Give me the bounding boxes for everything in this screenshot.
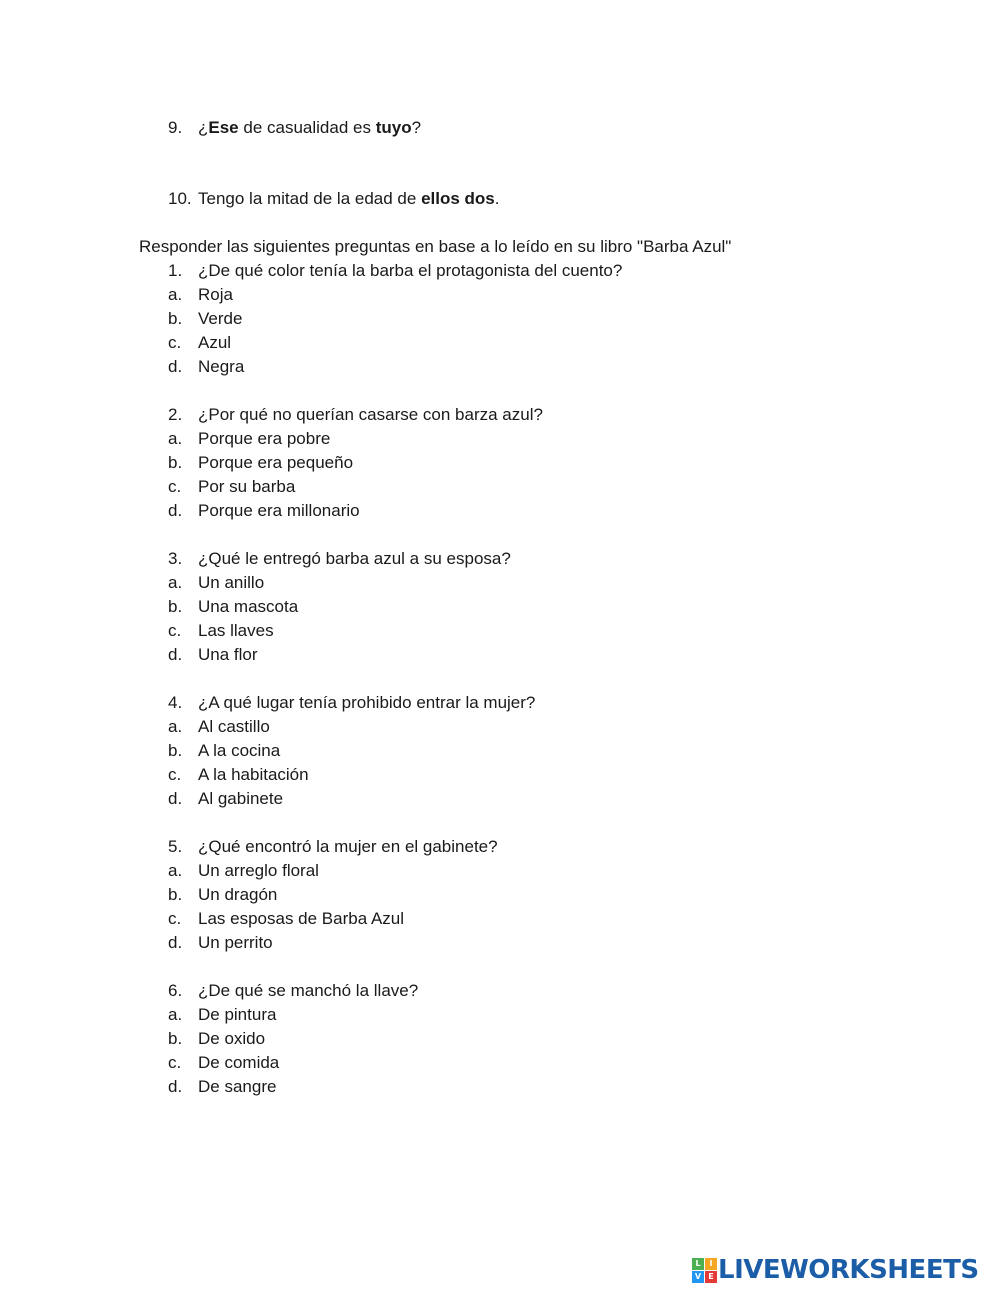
option-letter: d. <box>168 645 183 664</box>
answer-option[interactable] <box>0 283 1000 307</box>
item-10 <box>0 187 1000 211</box>
question-number: 4. <box>168 693 183 712</box>
answer-option[interactable] <box>0 883 1000 907</box>
text-part: ¿ <box>198 118 209 137</box>
option-letter: a. <box>168 573 183 592</box>
logo-icon-letter: L <box>692 1258 704 1270</box>
option-letter: d. <box>168 357 183 376</box>
item-text <box>198 187 499 211</box>
question-3 <box>0 547 1000 571</box>
option-text: Un arreglo floral <box>198 861 319 880</box>
question-text: ¿De qué color tenía la barba el protagonista del cuento? <box>198 261 623 280</box>
option-letter: b. <box>168 453 183 472</box>
question-6 <box>0 979 1000 1003</box>
answer-option[interactable] <box>0 451 1000 475</box>
option-text: De sangre <box>198 1077 277 1096</box>
option-text: Al gabinete <box>198 789 284 808</box>
answer-option[interactable] <box>0 499 1000 523</box>
answer-option[interactable] <box>0 715 1000 739</box>
question-text: ¿De qué se manchó la llave? <box>198 981 419 1000</box>
question-number: 1. <box>168 261 183 280</box>
question-text: ¿Por qué no querían casarse con barza azul? <box>198 405 543 424</box>
option-text: Un perrito <box>198 933 273 952</box>
option-text: Negra <box>198 357 245 376</box>
question-number: 3. <box>168 549 183 568</box>
question-number: 5. <box>168 837 183 856</box>
option-letter: c. <box>168 765 182 784</box>
bold-word: Ese <box>208 118 239 137</box>
option-letter: a. <box>168 285 183 304</box>
option-letter: c. <box>168 333 182 352</box>
answer-option[interactable] <box>0 427 1000 451</box>
question-2 <box>0 403 1000 427</box>
question-4 <box>0 691 1000 715</box>
item-text <box>198 116 421 140</box>
option-text: A la habitación <box>198 765 309 784</box>
option-letter: a. <box>168 861 183 880</box>
answer-option[interactable] <box>0 331 1000 355</box>
answer-option[interactable] <box>0 1027 1000 1051</box>
option-letter: b. <box>168 309 183 328</box>
answer-option[interactable] <box>0 571 1000 595</box>
option-letter: c. <box>168 477 182 496</box>
option-text: Un anillo <box>198 573 265 592</box>
answer-option[interactable] <box>0 907 1000 931</box>
question-1 <box>0 259 1000 283</box>
question-5 <box>0 835 1000 859</box>
instructions-text: Responder las siguientes preguntas en base a lo leído en su libro "Barba Azul" <box>139 237 732 256</box>
option-letter: d. <box>168 1077 183 1096</box>
option-text: Un dragón <box>198 885 278 904</box>
option-letter: d. <box>168 933 183 952</box>
option-letter: b. <box>168 885 183 904</box>
option-letter: d. <box>168 789 183 808</box>
answer-option[interactable] <box>0 1051 1000 1075</box>
text-part: Tengo la mitad de la edad de <box>198 189 422 208</box>
option-letter: d. <box>168 501 183 520</box>
item-9 <box>0 116 1000 140</box>
liveworksheets-logo <box>692 1255 979 1285</box>
option-text: A la cocina <box>198 741 281 760</box>
bold-word: tuyo <box>375 118 412 137</box>
option-text: Porque era pequeño <box>198 453 354 472</box>
question-text: ¿Qué encontró la mujer en el gabinete? <box>198 837 498 856</box>
answer-option[interactable] <box>0 475 1000 499</box>
answer-option[interactable] <box>0 643 1000 667</box>
option-text: Una mascota <box>198 597 299 616</box>
logo-icon-letter: I <box>705 1258 717 1270</box>
logo-icon-letter: V <box>692 1271 704 1283</box>
option-text: Verde <box>198 309 243 328</box>
answer-option[interactable] <box>0 763 1000 787</box>
answer-option[interactable] <box>0 595 1000 619</box>
answer-option[interactable] <box>0 355 1000 379</box>
option-letter: a. <box>168 717 183 736</box>
option-text: De comida <box>198 1053 280 1072</box>
question-number: 6. <box>168 981 183 1000</box>
option-text: Roja <box>198 285 233 304</box>
option-text: Una flor <box>198 645 258 664</box>
option-text: Porque era millonario <box>198 501 360 520</box>
option-text: Las llaves <box>198 621 274 640</box>
answer-option[interactable] <box>0 931 1000 955</box>
logo-icon <box>692 1258 716 1282</box>
option-letter: b. <box>168 741 183 760</box>
answer-option[interactable] <box>0 1003 1000 1027</box>
logo-icon-letter: E <box>705 1271 717 1283</box>
option-letter: b. <box>168 1029 183 1048</box>
option-letter: c. <box>168 1053 182 1072</box>
option-letter: a. <box>168 429 183 448</box>
text-part: . <box>494 189 500 208</box>
option-text: Las esposas de Barba Azul <box>198 909 405 928</box>
item-number: 10. <box>168 189 192 208</box>
option-letter: c. <box>168 621 182 640</box>
option-text: Porque era pobre <box>198 429 331 448</box>
option-letter: b. <box>168 597 183 616</box>
question-number: 2. <box>168 405 183 424</box>
answer-option[interactable] <box>0 1075 1000 1099</box>
item-number: 9. <box>168 118 183 137</box>
option-letter: a. <box>168 1005 183 1024</box>
question-text: ¿Qué le entregó barba azul a su esposa? <box>198 549 511 568</box>
answer-option[interactable] <box>0 787 1000 811</box>
logo-text: LIVEWORKSHEETS <box>718 1255 979 1285</box>
text-part: de casualidad es <box>238 118 376 137</box>
bold-word: ellos dos <box>421 189 495 208</box>
option-text: De oxido <box>198 1029 266 1048</box>
option-text: Al castillo <box>198 717 270 736</box>
text-part: ? <box>411 118 422 137</box>
option-letter: c. <box>168 909 182 928</box>
option-text: Por su barba <box>198 477 296 496</box>
option-text: De pintura <box>198 1005 277 1024</box>
option-text: Azul <box>198 333 232 352</box>
question-text: ¿A qué lugar tenía prohibido entrar la mujer? <box>198 693 536 712</box>
answer-option[interactable] <box>0 739 1000 763</box>
answer-option[interactable] <box>0 619 1000 643</box>
answer-option[interactable] <box>0 859 1000 883</box>
answer-option[interactable] <box>0 307 1000 331</box>
